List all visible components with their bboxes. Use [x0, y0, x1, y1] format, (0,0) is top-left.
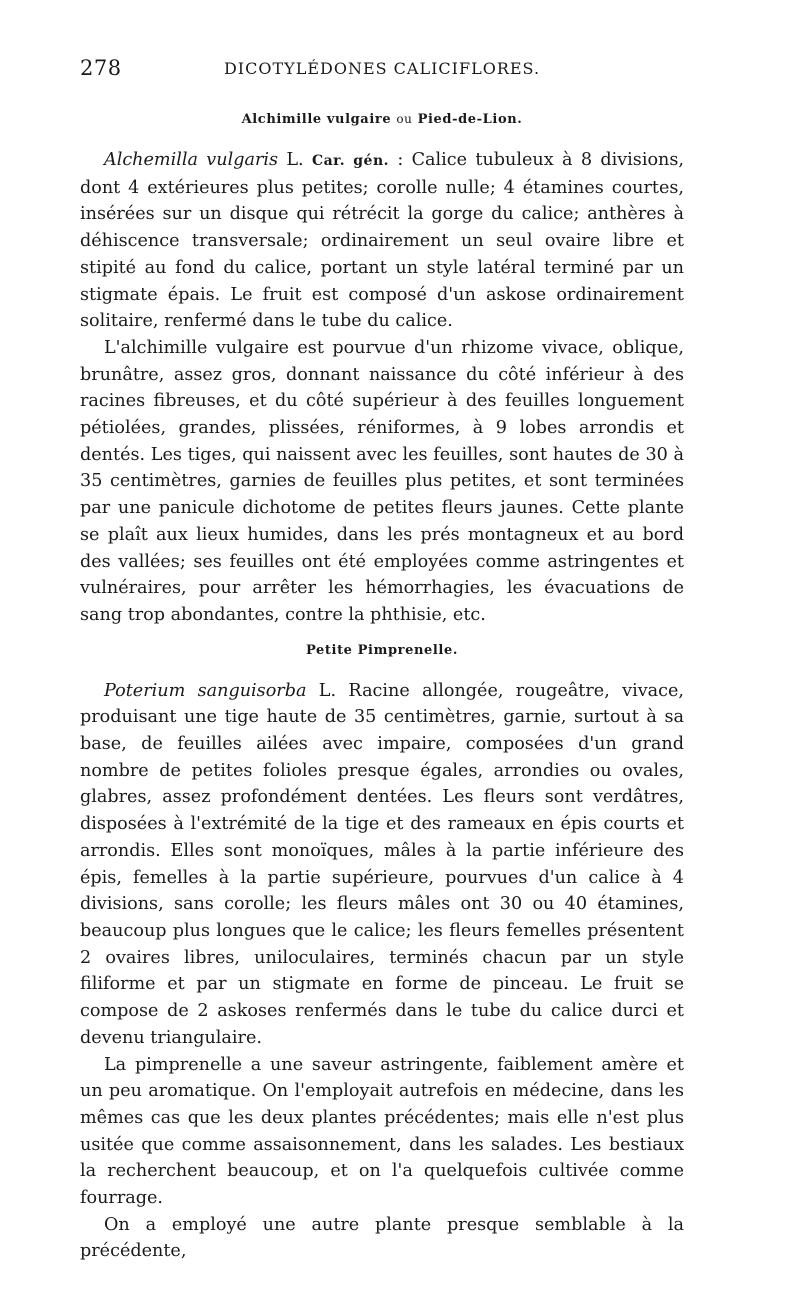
paragraph-text: : Calice tubuleux à 8 divisions, dont 4 extérieures plus petites; corolle nulle; 4 étamines courtes, insérées sur un disque qui rétrécit la gorge du calice; anthères à déhiscence transversale; ordinairement un seul ovaire libre et stipité au fond du calice, portant un style latéral terminé par un stigmate épais. Le fruit est composé d'un askose ordinairement solitaire, renfermé dans le tube du calice.: [80, 150, 684, 332]
paragraph-text: L. Racine allongée, rougeâtre, vivace, produisant une tige haute de 35 centimètres, garnie, surtout à sa base, de feuilles ailées avec impaire, composées d'un grand nombre de petites folioles presque égales, arrondies ou ovales, glabres, assez profondément dentées. Les fleurs sont verdâtres, disposées à l'extrémité de la tige et des rameaux en épis courts et arrondis. Elles sont monoïques, mâles à la partie inférieure des épis, femelles à la partie supérieure, pourvues d'un calice à 4 divisions, sans corolle; les fleurs mâles ont 30 ou 40 étamines, beaucoup plus longues que le calice; les fleurs femelles présentent 2 ovaires libres, uniloculaires, terminés chacun par un style filiforme et par un stigmate en forme de pinceau. Le fruit se compose de 2 askoses renfermés dans le tube du calice durci et devenu triangulaire.: [80, 680, 684, 1048]
author-abbrev: L.: [278, 150, 312, 170]
latin-name: Poterium sanguisorba: [104, 680, 307, 701]
page-number: 278: [80, 56, 122, 80]
paragraph-alchemilla-description: [80, 147, 684, 335]
heading-alt: Pied-de-Lion.: [417, 112, 523, 127]
section-heading-pimprenelle: Petite Pimprenelle.: [306, 642, 458, 658]
paragraph-pimprenelle-uses: La pimprenelle a une saveur astringente, faiblement amère et un peu aromatique. On l'employait autrefois en médecine, dans les mêmes cas que les deux plantes précédentes; mais elle n'est plus usitée que comme assaisonnement, dans les salades. Les bestiaux la recherchent beaucoup, et on l'a quelquefois cultivée comme fourrage.: [80, 1054, 684, 1209]
heading-main: Alchimille vulgaire: [241, 112, 392, 127]
section-heading-alchimille: [80, 112, 684, 127]
paragraph-poterium-description: [80, 678, 684, 1052]
characters-abbrev: Car. gén.: [311, 153, 390, 169]
book-page: [80, 56, 684, 1265]
heading-connector: ou: [396, 112, 413, 126]
page-header-title: DICOTYLÉDONES CALICIFLORES.: [223, 59, 541, 78]
paragraph-continuation: On a employé une autre plante presque semblable à la précédente,: [80, 1214, 684, 1262]
latin-name: Alchemilla vulgaris: [104, 150, 279, 170]
running-head: [80, 56, 684, 86]
paragraph-alchimille-uses: L'alchimille vulgaire est pourvue d'un rhizome vivace, oblique, brunâtre, assez gros, donnant naissance du côté inférieur à des racines fibreuses, et du côté supérieur à des feuilles longuement pétiolées, grandes, plissées, réniformes, à 9 lobes arrondis et dentés. Les tiges, qui naissent avec les feuilles, sont hautes de 30 à 35 centimètres, garnies de feuilles plus petites, et sont terminées par une panicule dichotome de petites fleurs jaunes. Cette plante se plaît aux lieux humides, dans les prés montagneux et au bord des vallées; ses feuilles ont été employées comme astringentes et vulnéraires, pour arrêter les hémorrhagies, les évacuations de sang trop abondantes, contre la phthisie, etc.: [80, 337, 684, 625]
